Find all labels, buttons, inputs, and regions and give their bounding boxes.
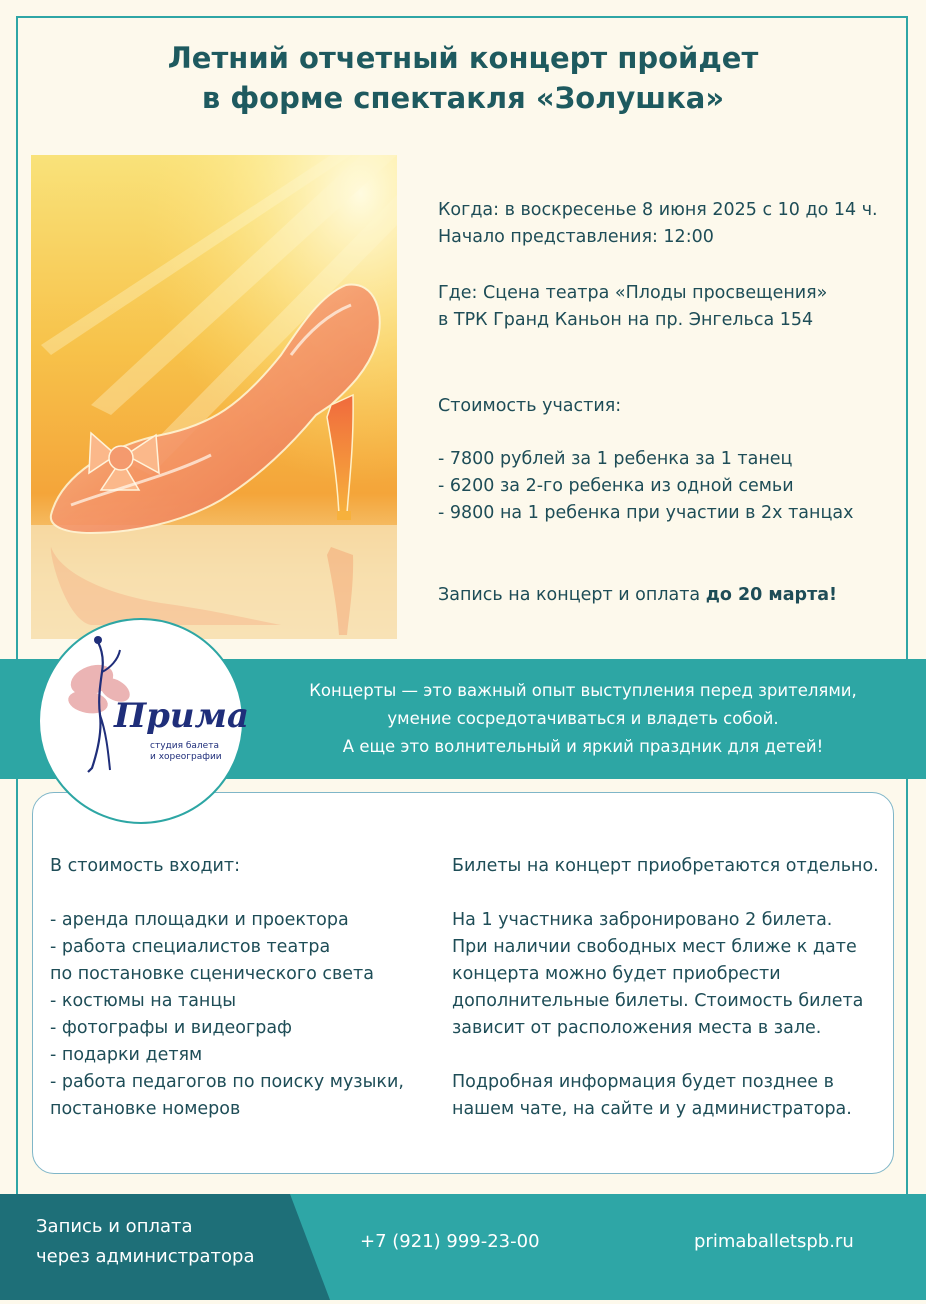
page-title — [0, 38, 926, 118]
included-item: - фотографы и видеограф — [50, 1018, 293, 1038]
event-start: Начало представления: 12:00 — [438, 227, 714, 247]
title-line-2: в форме спектакля «Золушка» — [201, 81, 725, 115]
tickets-line: нашем чате, на сайте и у администратора. — [452, 1099, 852, 1119]
quote-line-3: А еще это волнительный и яркий праздник для детей! — [342, 737, 824, 756]
included-heading: В стоимость входит: — [50, 856, 241, 876]
quote-text — [240, 677, 926, 761]
title-line-1: Летний отчетный концерт пройдет — [167, 41, 759, 75]
included-item: по постановке сценического света — [50, 964, 374, 984]
logo-sub-line-2: и хореографии — [150, 752, 222, 762]
deadline-date: до 20 марта! — [705, 585, 838, 605]
website-link[interactable]: primaballetspb.ru — [694, 1231, 854, 1252]
tickets-line: зависит от расположения места в зале. — [452, 1018, 822, 1038]
tickets-line: дополнительные билеты. Стоимость билета — [452, 991, 864, 1011]
tickets-line: При наличии свободных мест ближе к дате — [452, 937, 857, 957]
included-item: - аренда площадки и проектора — [50, 910, 349, 930]
glass-slipper-illustration — [31, 155, 397, 639]
logo-subtitle — [150, 741, 222, 763]
tickets-line: На 1 участника забронировано 2 билета. — [452, 910, 833, 930]
included-item: - подарки детям — [50, 1045, 203, 1065]
included-item: постановке номеров — [50, 1099, 241, 1119]
quote-line-2: умение сосредотачиваться и владеть собой. — [387, 709, 779, 728]
logo-sub-line-1: студия балета — [150, 741, 219, 751]
deadline-text: Запись на концерт и оплата — [438, 585, 706, 605]
footer-signup-line-2: через администратора — [36, 1246, 255, 1267]
tickets-line: Подробная информация будет позднее в — [452, 1072, 834, 1092]
pricing-item: - 6200 за 2-го ребенка из одной семьи — [438, 476, 794, 496]
logo-brand: Прима — [114, 696, 249, 736]
footer-signup-line-1: Запись и оплата — [36, 1216, 193, 1237]
included-item: - работа специалистов театра — [50, 937, 331, 957]
event-when: Когда: в воскресенье 8 июня 2025 с 10 до 14 ч. — [438, 200, 878, 220]
event-where-2: в ТРК Гранд Каньон на пр. Энгельса 154 — [438, 310, 814, 330]
tickets-line: концерта можно будет приобрести — [452, 964, 781, 984]
phone-link[interactable]: +7 (921) 999-23-00 — [360, 1231, 540, 1252]
deadline-note — [438, 582, 837, 609]
quote-line-1: Концерты — это важный опыт выступления перед зрителями, — [309, 681, 857, 700]
included-item: - костюмы на танцы — [50, 991, 237, 1011]
event-where-1: Где: Сцена театра «Плоды просвещения» — [438, 283, 828, 303]
included-item: - работа педагогов по поиску музыки, — [50, 1072, 404, 1092]
pricing-item: - 7800 рублей за 1 ребенка за 1 танец — [438, 449, 793, 469]
pricing-item: - 9800 на 1 ребенка при участии в 2х танцах — [438, 503, 854, 523]
pricing-heading: Стоимость участия: — [438, 396, 622, 416]
tickets-line: Билеты на концерт приобретаются отдельно. — [452, 856, 879, 876]
